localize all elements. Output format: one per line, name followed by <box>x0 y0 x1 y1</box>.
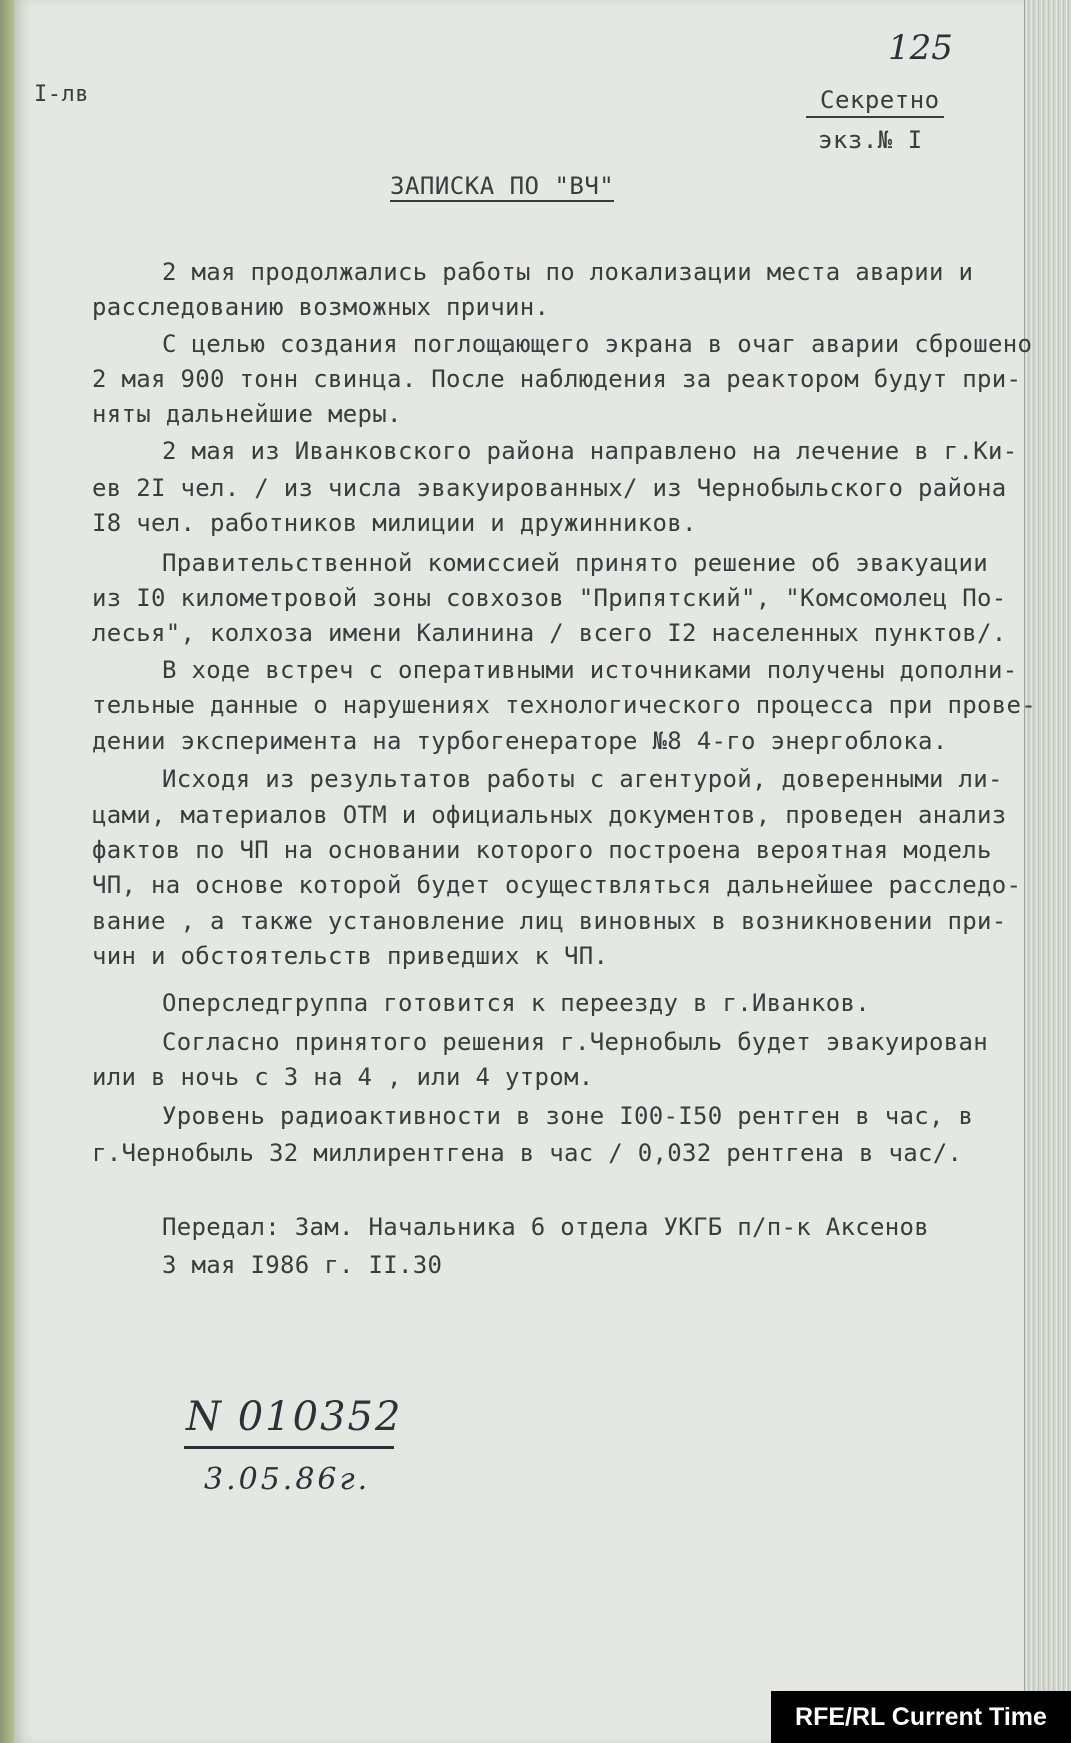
classification-stamp: Секретно <box>806 86 944 118</box>
watermark-badge: RFE/RL Current Time <box>771 1691 1071 1743</box>
body-line: фактов по ЧП на основании которого построена вероятная модель <box>92 836 992 864</box>
body-line: вание , а также установление лиц виновных в возникновении при- <box>92 907 1007 935</box>
body-line: цами, материалов ОТМ и официальных документов, проведен анализ <box>92 801 1007 829</box>
body-line: 2 мая из Иванковского района направлено на лечение в г.Ки- <box>162 437 1018 465</box>
body-line: г.Чернобыль 32 миллирентгена в час / 0,032 рентгена в час/. <box>92 1139 963 1167</box>
body-line: ЧП, на основе которой будет осуществляться дальнейшее расследо- <box>92 871 1022 899</box>
sent-datetime: 3 мая I986 г. II.30 <box>162 1251 443 1279</box>
body-line: расследованию возможных причин. <box>92 293 550 321</box>
body-line: дении эксперимента на турбогенераторе №8 4-го энергоблока. <box>92 727 948 755</box>
body-line: или в ночь с 3 на 4 , или 4 утром. <box>92 1063 594 1091</box>
body-line: няты дальнейшие меры. <box>92 400 402 428</box>
body-line: Уровень радиоактивности в зоне I00-I50 рентген в час, в <box>162 1102 974 1130</box>
body-line: I8 чел. работников милиции и дружинников. <box>92 509 697 537</box>
handwritten-page-number: 125 <box>888 28 953 68</box>
document-title: ЗАПИСКА ПО "ВЧ" <box>390 172 615 200</box>
body-line: 2 мая 900 тонн свинца. После наблюдения за реактором будут при- <box>92 365 1022 393</box>
handwritten-registration-date: 3.05.86г. <box>204 1462 371 1497</box>
body-line: тельные данные о нарушениях технологического процесса при прове- <box>92 691 1036 719</box>
copy-number: экз.№ I <box>818 126 923 154</box>
body-line: ев 2I чел. / из числа эвакуированных/ из Чернобыльского района <box>92 474 1007 502</box>
body-line: чин и обстоятельств приведших к ЧП. <box>92 942 609 970</box>
body-line: Оперследгруппа готовится к переезду в г.Иванков. <box>162 989 870 1017</box>
left-code: I-лв <box>34 82 89 107</box>
sender-signature: Передал: Зам. Начальника 6 отдела УКГБ п/п-к Аксенов <box>162 1213 929 1241</box>
body-line: 2 мая продолжались работы по локализации места аварии и <box>162 258 974 286</box>
body-line: Согласно принятого решения г.Чернобыль будет эвакуирован <box>162 1028 988 1056</box>
handwritten-registration-number: N 010352 <box>186 1394 403 1440</box>
body-line: из I0 километровой зоны совхозов "Припятский", "Комсомолец По- <box>92 584 1007 612</box>
body-line: лесья", колхоза имени Калинина / всего I2 населенных пунктов/. <box>92 619 1007 647</box>
body-line: Исходя из результатов работы с агентурой, доверенными ли- <box>162 765 1003 793</box>
body-line: В ходе встреч с оперативными источниками получены дополни- <box>162 656 1018 684</box>
body-line: С целью создания поглощающего экрана в очаг аварии сброшено <box>162 330 1033 358</box>
body-line: Правительственной комиссией принято решение об эвакуации <box>162 549 988 577</box>
registration-underline <box>184 1446 394 1449</box>
